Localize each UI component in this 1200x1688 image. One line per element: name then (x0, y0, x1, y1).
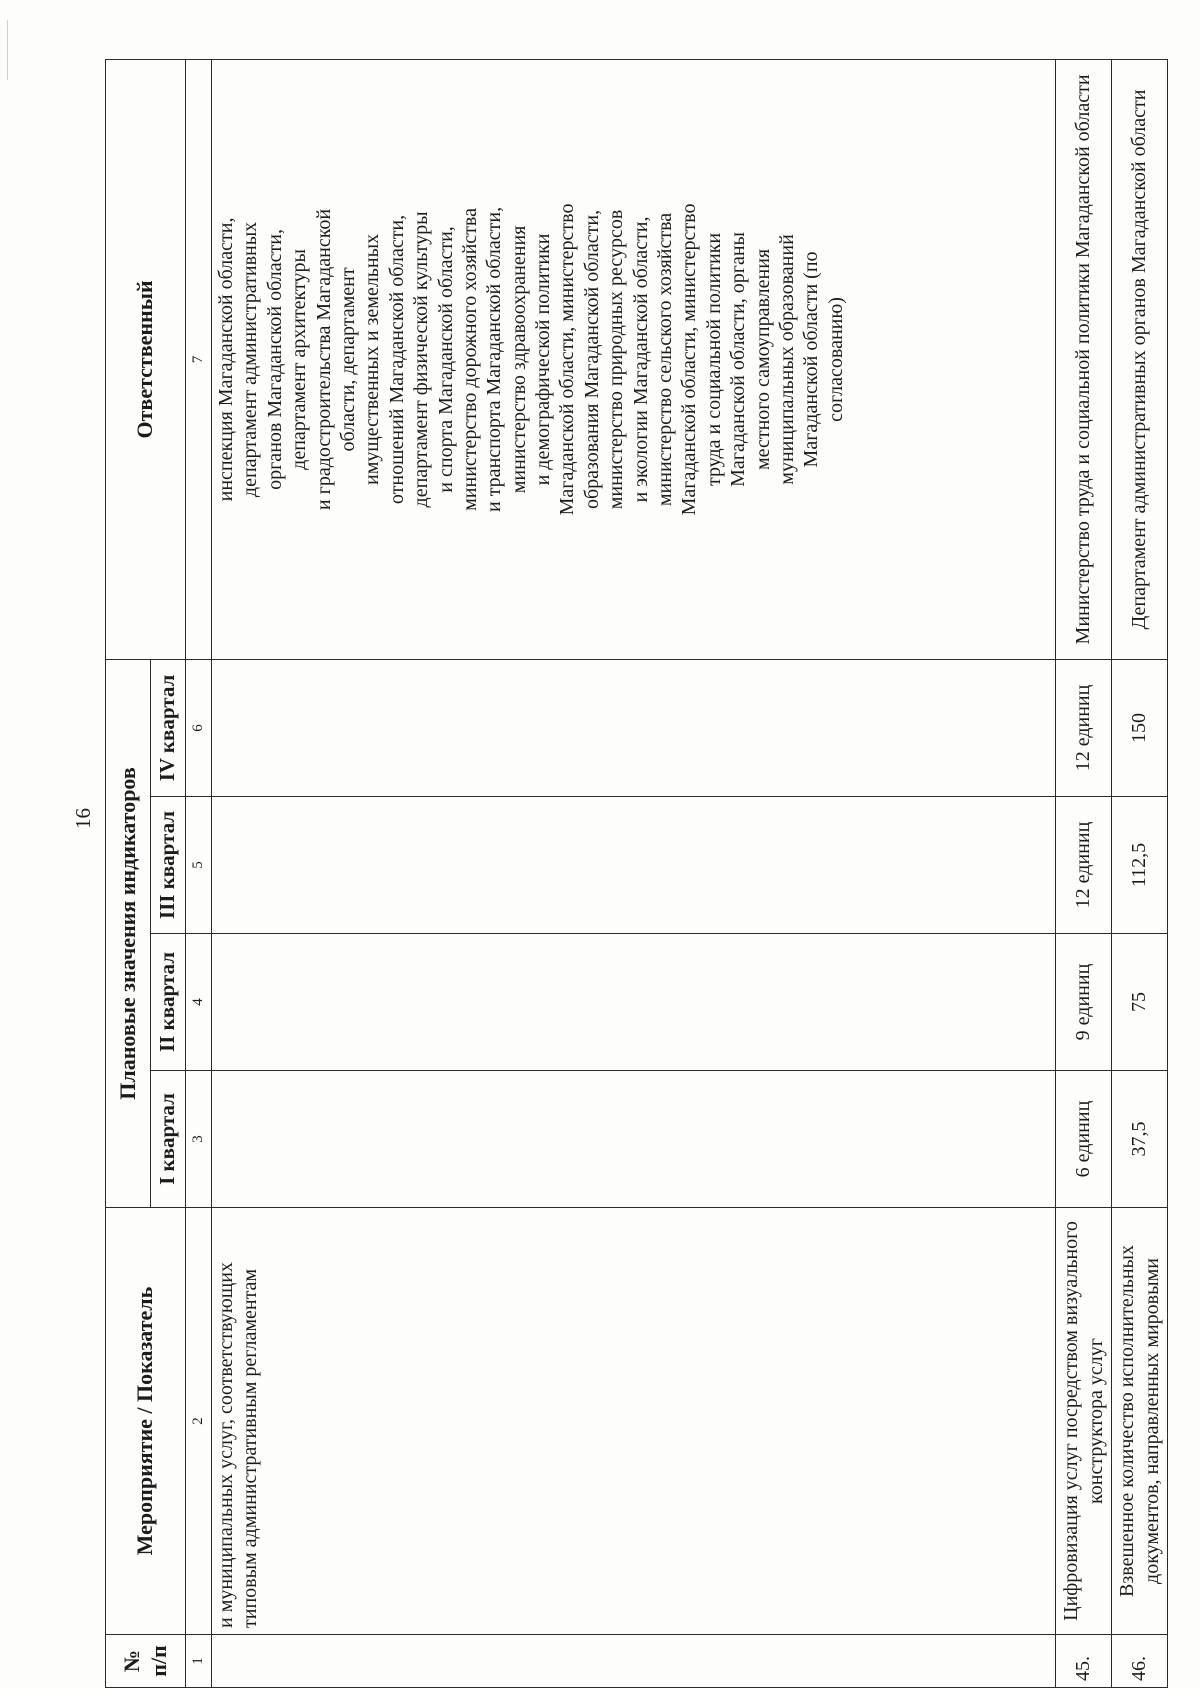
value-q2 (212, 934, 1056, 1071)
value-q3 (212, 797, 1056, 934)
responsible-line: министерство дорожного хозяйства (458, 208, 481, 511)
value-q1 (212, 1071, 1056, 1208)
column-number: 2 (186, 1208, 212, 1635)
table-row (1056, 59, 1112, 1687)
header-row-top (106, 59, 151, 1687)
responsible-line: области, департамент (336, 267, 359, 452)
responsible-line: министерство природных ресурсов (605, 209, 628, 510)
responsible-text: Министерство труда и социальной политики Магаданской области (1056, 59, 1112, 659)
column-number: 7 (186, 59, 212, 659)
event-text: Цифровизация услуг посредством визуального конструктора услуг (1056, 1208, 1112, 1635)
value-q3: 12 единиц (1056, 797, 1112, 934)
header-q3: III квартал (151, 797, 186, 934)
value-q4 (212, 659, 1056, 796)
responsible-line: департамент архитектуры (288, 249, 311, 470)
responsible-line: инспекция Магаданской области, (215, 217, 237, 502)
column-number: 1 (186, 1635, 212, 1688)
responsible-line: министерство сельского хозяйства (654, 212, 677, 507)
row-number: 46. (1112, 1635, 1168, 1688)
value-q2: 75 (1112, 934, 1168, 1071)
value-q1: 37,5 (1112, 1071, 1168, 1208)
scan-edge-mark (7, 20, 8, 80)
event-text: и муниципальных услуг, соответствующих типовым административным регламентам (212, 1208, 1056, 1635)
column-number: 6 (186, 659, 212, 796)
event-text: Взвешенное количество исполнительных документов, направленных мировыми (1112, 1208, 1168, 1635)
responsible-line: департамент физической культуры (410, 211, 433, 508)
value-q3: 112,5 (1112, 797, 1168, 934)
responsible-text: Департамент административных органов Магаданской области (1112, 59, 1168, 659)
responsible-line: и транспорта Магаданской области, (483, 206, 506, 512)
responsible-line: и демографической политики (532, 233, 555, 486)
responsible-line: образования Магаданской области, (580, 209, 603, 510)
responsible-line: и экологии Магаданской области, (629, 216, 652, 503)
plan-table (105, 59, 1168, 1688)
header-q4: IV квартал (151, 659, 186, 796)
header-q2: II квартал (151, 934, 186, 1071)
responsible-line: Магаданской области (по (800, 251, 823, 468)
responsible-line: местного самоуправления (751, 248, 774, 471)
header-num: № п/п (106, 1635, 186, 1688)
responsible-line: муниципальных образований (775, 234, 798, 485)
responsible-line: министерство здравоохранения (507, 225, 530, 494)
row-number (212, 1635, 1056, 1688)
column-number: 5 (186, 797, 212, 934)
column-number: 3 (186, 1071, 212, 1208)
responsible-line: согласованию) (824, 297, 847, 422)
responsible-line: Магаданской области, органы (727, 232, 750, 487)
rotated-table-frame (105, 60, 1168, 1688)
responsible-text (212, 59, 1056, 659)
value-q4: 150 (1112, 659, 1168, 796)
table-row (212, 59, 1056, 1687)
responsible-line: органов Магаданской области, (263, 229, 286, 490)
value-q4: 12 единиц (1056, 659, 1112, 796)
header-responsible: Ответственный (106, 59, 186, 659)
column-numbers-row (186, 59, 212, 1687)
responsible-line: Магаданской области, министерство (678, 203, 701, 516)
table-row (1112, 59, 1168, 1687)
page-number: 16 (71, 808, 95, 829)
responsible-line: труда и социальной политики (702, 232, 725, 486)
responsible-line: и градостроительства Магаданской (312, 208, 335, 511)
column-number: 4 (186, 934, 212, 1071)
value-q1: 6 единиц (1056, 1071, 1112, 1208)
responsible-line: отношений Магаданской области, (385, 214, 408, 505)
header-event: Мероприятие / Показатель (106, 1208, 186, 1635)
header-planned: Плановые значения индикаторов (106, 659, 151, 1207)
responsible-line: и спорта Магаданской области, (434, 226, 457, 493)
row-number: 45. (1056, 1635, 1112, 1688)
responsible-line: Магаданской области, министерство (556, 203, 579, 516)
value-q2: 9 единиц (1056, 934, 1112, 1071)
header-q1: I квартал (151, 1071, 186, 1208)
responsible-line: департамент административных (239, 221, 262, 498)
responsible-line: имущественных и земельных (361, 233, 384, 485)
